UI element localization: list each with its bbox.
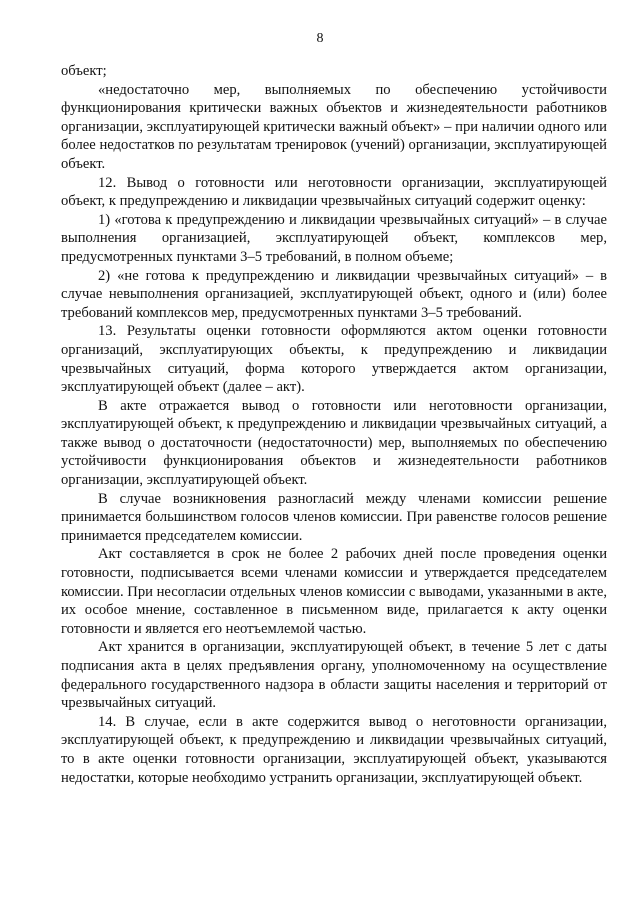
document-body bbox=[61, 62, 607, 787]
paragraph-12-conclusion: 12. Вывод о готовности или неготовности организации, эксплуатирующей объект, к предупреждению и ликвидации чрезвычайных ситуаций содержит оценку: bbox=[61, 174, 607, 210]
page-number: 8 bbox=[316, 31, 324, 46]
paragraph-disagreements: В случае возникновения разногласий между членами комиссии решение принимается большинством голосов членов комиссии. При равенстве голосов решение принимается председателем комиссии. bbox=[61, 490, 607, 544]
paragraph-act-compilation: Акт составляется в срок не более 2 рабочих дней после проведения оценки готовности, подписывается всеми членами комиссии и утверждается председателем комиссии. При несогласии отдельных членов комиссии с выводами, указанными в акте, их особое мнение, составленное в письменном виде, прилагается к акту оценки готовности и является его неотъемлемой частью. bbox=[61, 546, 607, 637]
paragraph-continuation: объект; bbox=[61, 63, 107, 79]
paragraph-13-results: 13. Результаты оценки готовности оформляются актом оценки готовности организаций, эксплуатирующих объекты, к предупреждению и ликвидации чрезвычайных ситуаций, форма которого утверждается актом организации, эксплуатирующей объект (далее – акт). bbox=[61, 323, 607, 396]
paragraph-12-item-1: 1) «готова к предупреждению и ликвидации чрезвычайных ситуаций» – в случае выполнения организацией, эксплуатирующей объект, комплексов мер, предусмотренных пунктами 3–5 требований, в полном объеме; bbox=[61, 211, 607, 265]
paragraph-12-item-2: 2) «не готова к предупреждению и ликвидации чрезвычайных ситуаций» – в случае невыполнения организацией, эксплуатирующей объект, одного и (или) более требований комплексов мер, предусмотренных пунктами 3–5 требований. bbox=[61, 267, 607, 321]
paragraph-insufficient-measures: «недостаточно мер, выполняемых по обеспечению устойчивости функционирования критически важных объектов и жизнедеятельности работников организации, эксплуатирующей критически важный объект» – при наличии одного или более недостатков по результатам тренировок (учений) организации, эксплуатирующей объект. bbox=[61, 81, 607, 172]
paragraph-act-storage: Акт хранится в организации, эксплуатирующей объект, в течение 5 лет с даты подписания акта в целях предъявления органу, уполномоченному на осуществление федерального государственного надзора в области защиты населения и территорий от чрезвычайных ситуаций. bbox=[61, 639, 607, 712]
paragraph-act-conclusion: В акте отражается вывод о готовности или неготовности организации, эксплуатирующей объект, к предупреждению и ликвидации чрезвычайных ситуаций, а также вывод о достаточности (недостаточности) мер, выполняемых по обеспечению устойчивости функционирования объектов и жизнедеятельности работников организации, эксплуатирующей объект. bbox=[61, 397, 607, 489]
paragraph-14-deficiencies: 14. В случае, если в акте содержится вывод о неготовности организации, эксплуатирующей объект, к предупреждению и ликвидации чрезвычайных ситуаций, то в акте оценки готовности организации, эксплуатирующей объект, указываются недостатки, которые необходимо устранить организации, эксплуатирующей объект. bbox=[61, 713, 607, 786]
